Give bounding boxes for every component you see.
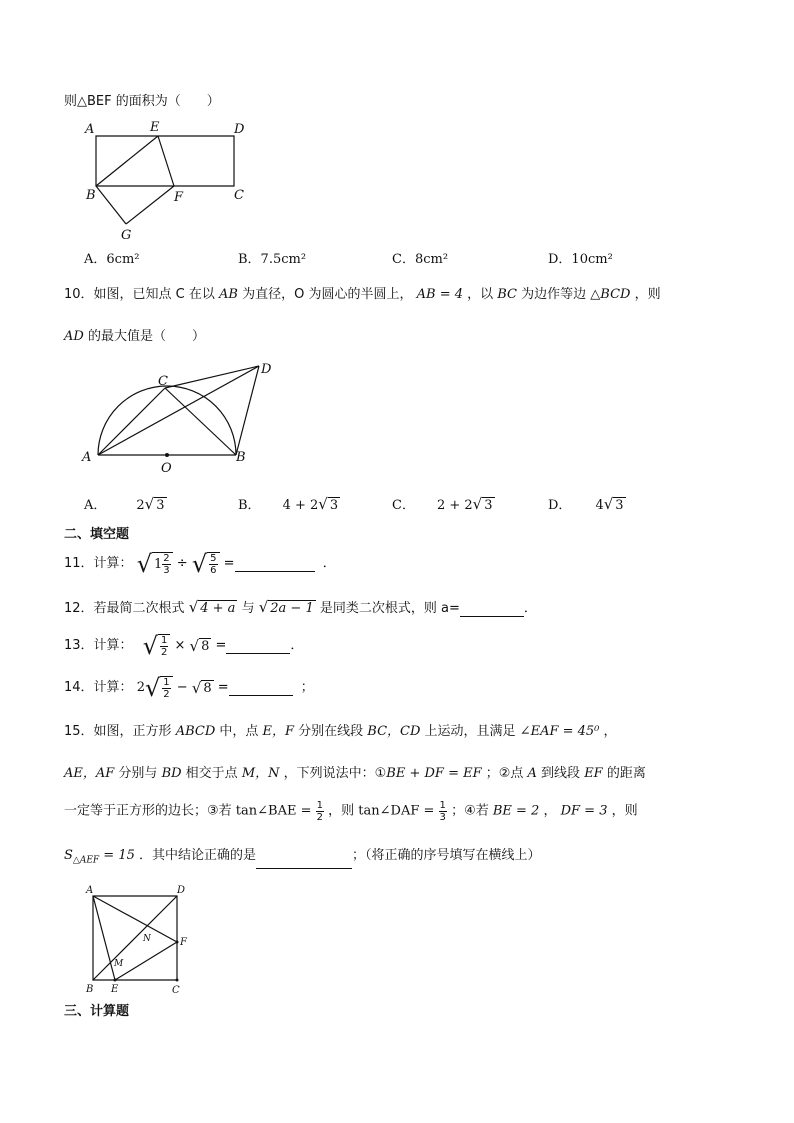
q15-line3: 一定等于正方形的边长；③若 tan∠BAE = $\frac{1}{2}$ ，则 tan∠DAF = $\frac{1}{3}$ ；④若 BE = 2 ， DF = 3 ，则 [64, 800, 638, 823]
label-f: F [180, 937, 187, 948]
label-b: B [236, 450, 246, 465]
q10-option-d: D． 4√ 3 [548, 495, 624, 513]
answer-blank[interactable] [229, 681, 293, 696]
segment-ae [93, 896, 115, 980]
label-c: C [172, 985, 180, 996]
q10-line2: AD 的最大值是（ ） [64, 329, 205, 344]
label-e: E [150, 120, 160, 135]
label-b: B [86, 984, 94, 995]
label-g: G [121, 228, 132, 243]
label-c: C [234, 188, 244, 203]
point-e [114, 979, 117, 982]
semicircle [98, 386, 236, 455]
point-c [176, 979, 179, 982]
segment-db [236, 366, 259, 455]
q10-line1: 10．如图，已知点 C 在以 AB 为直径，O 为圆心的半圆上， AB = 4 ，以 BC 为边作等边 △BCD ，则 [64, 287, 661, 302]
q14: 14．计算： 2√ $\frac{1}{2}$ − √ 8 = ； [64, 674, 314, 702]
label-n: N [143, 934, 151, 944]
label-a: A [86, 885, 94, 896]
q9-figure [80, 118, 260, 246]
label-d: D [234, 122, 245, 137]
q9-option-d: D．10cm² [548, 252, 613, 267]
label-d: D [261, 362, 272, 377]
q10-option-c: C． 2 + 2√ 3 [392, 495, 493, 513]
segment-gf [126, 186, 174, 224]
label-a: A [82, 450, 92, 465]
q9-option-a: A．6cm² [84, 252, 140, 267]
q15-line2: AE，AF 分别与 BD 相交于点 M，N ，下列说法中：①BE + DF = EF ；②点 A 到线段 EF 的距离 [64, 766, 646, 781]
q10-option-a: A． 2√ 3 [84, 495, 165, 513]
label-a: A [85, 122, 95, 137]
label-c: C [158, 374, 168, 389]
q15-line1: 15．如图，正方形 ABCD 中，点 E，F 分别在线段 BC，CD 上运动，且满足 ∠EAF = 45⁰ ， [64, 724, 617, 739]
q12: 12．若最简二次根式 √ 4 + a 与 √ 2a − 1 是同类二次根式，则 a= ． [64, 598, 537, 616]
segment-bg [96, 186, 126, 224]
segment-ef [115, 942, 177, 980]
label-f: F [174, 190, 184, 205]
segment-be [96, 136, 158, 186]
segment-cd [165, 366, 259, 388]
answer-blank[interactable] [460, 602, 524, 617]
answer-blank[interactable] [235, 557, 315, 572]
rectangle-abcd [96, 136, 234, 186]
section-heading-calculation: 三、计算题 [64, 1004, 130, 1019]
q9-option-b: B．7.5cm² [238, 252, 307, 267]
q10-figure [78, 358, 278, 478]
point-f [176, 941, 179, 944]
segment-ac [98, 388, 165, 455]
q9-stem: 则△BEF 的面积为（ ） [64, 94, 220, 109]
q13: 13．计算： √ $\frac{1}{2}$ × √ 8 = ． [64, 632, 304, 660]
label-o: O [161, 461, 172, 476]
label-e: E [111, 984, 119, 995]
segment-ef [158, 136, 174, 186]
center-point-o [165, 453, 169, 457]
segment-af [93, 896, 177, 942]
answer-blank[interactable] [226, 639, 290, 654]
q10-option-b: B． 4 + 2√ 3 [238, 495, 339, 513]
label-d: D [177, 885, 186, 896]
label-m: M [114, 959, 124, 969]
section-heading-fill-blank: 二、填空题 [64, 527, 130, 542]
q11: 11．计算： √ 1 $\frac{2}{3}$ ÷ √ $\frac{5}{6}$ = ． [64, 550, 336, 578]
q15-line4: $S_{\triangle AEF} = 15$ ．其中结论正确的是 ；（将正确的序号填写在横线上） [64, 848, 541, 869]
answer-blank[interactable] [256, 854, 352, 869]
q9-option-c: C．8cm² [392, 252, 449, 267]
q15-figure [80, 882, 200, 998]
label-b: B [86, 188, 96, 203]
